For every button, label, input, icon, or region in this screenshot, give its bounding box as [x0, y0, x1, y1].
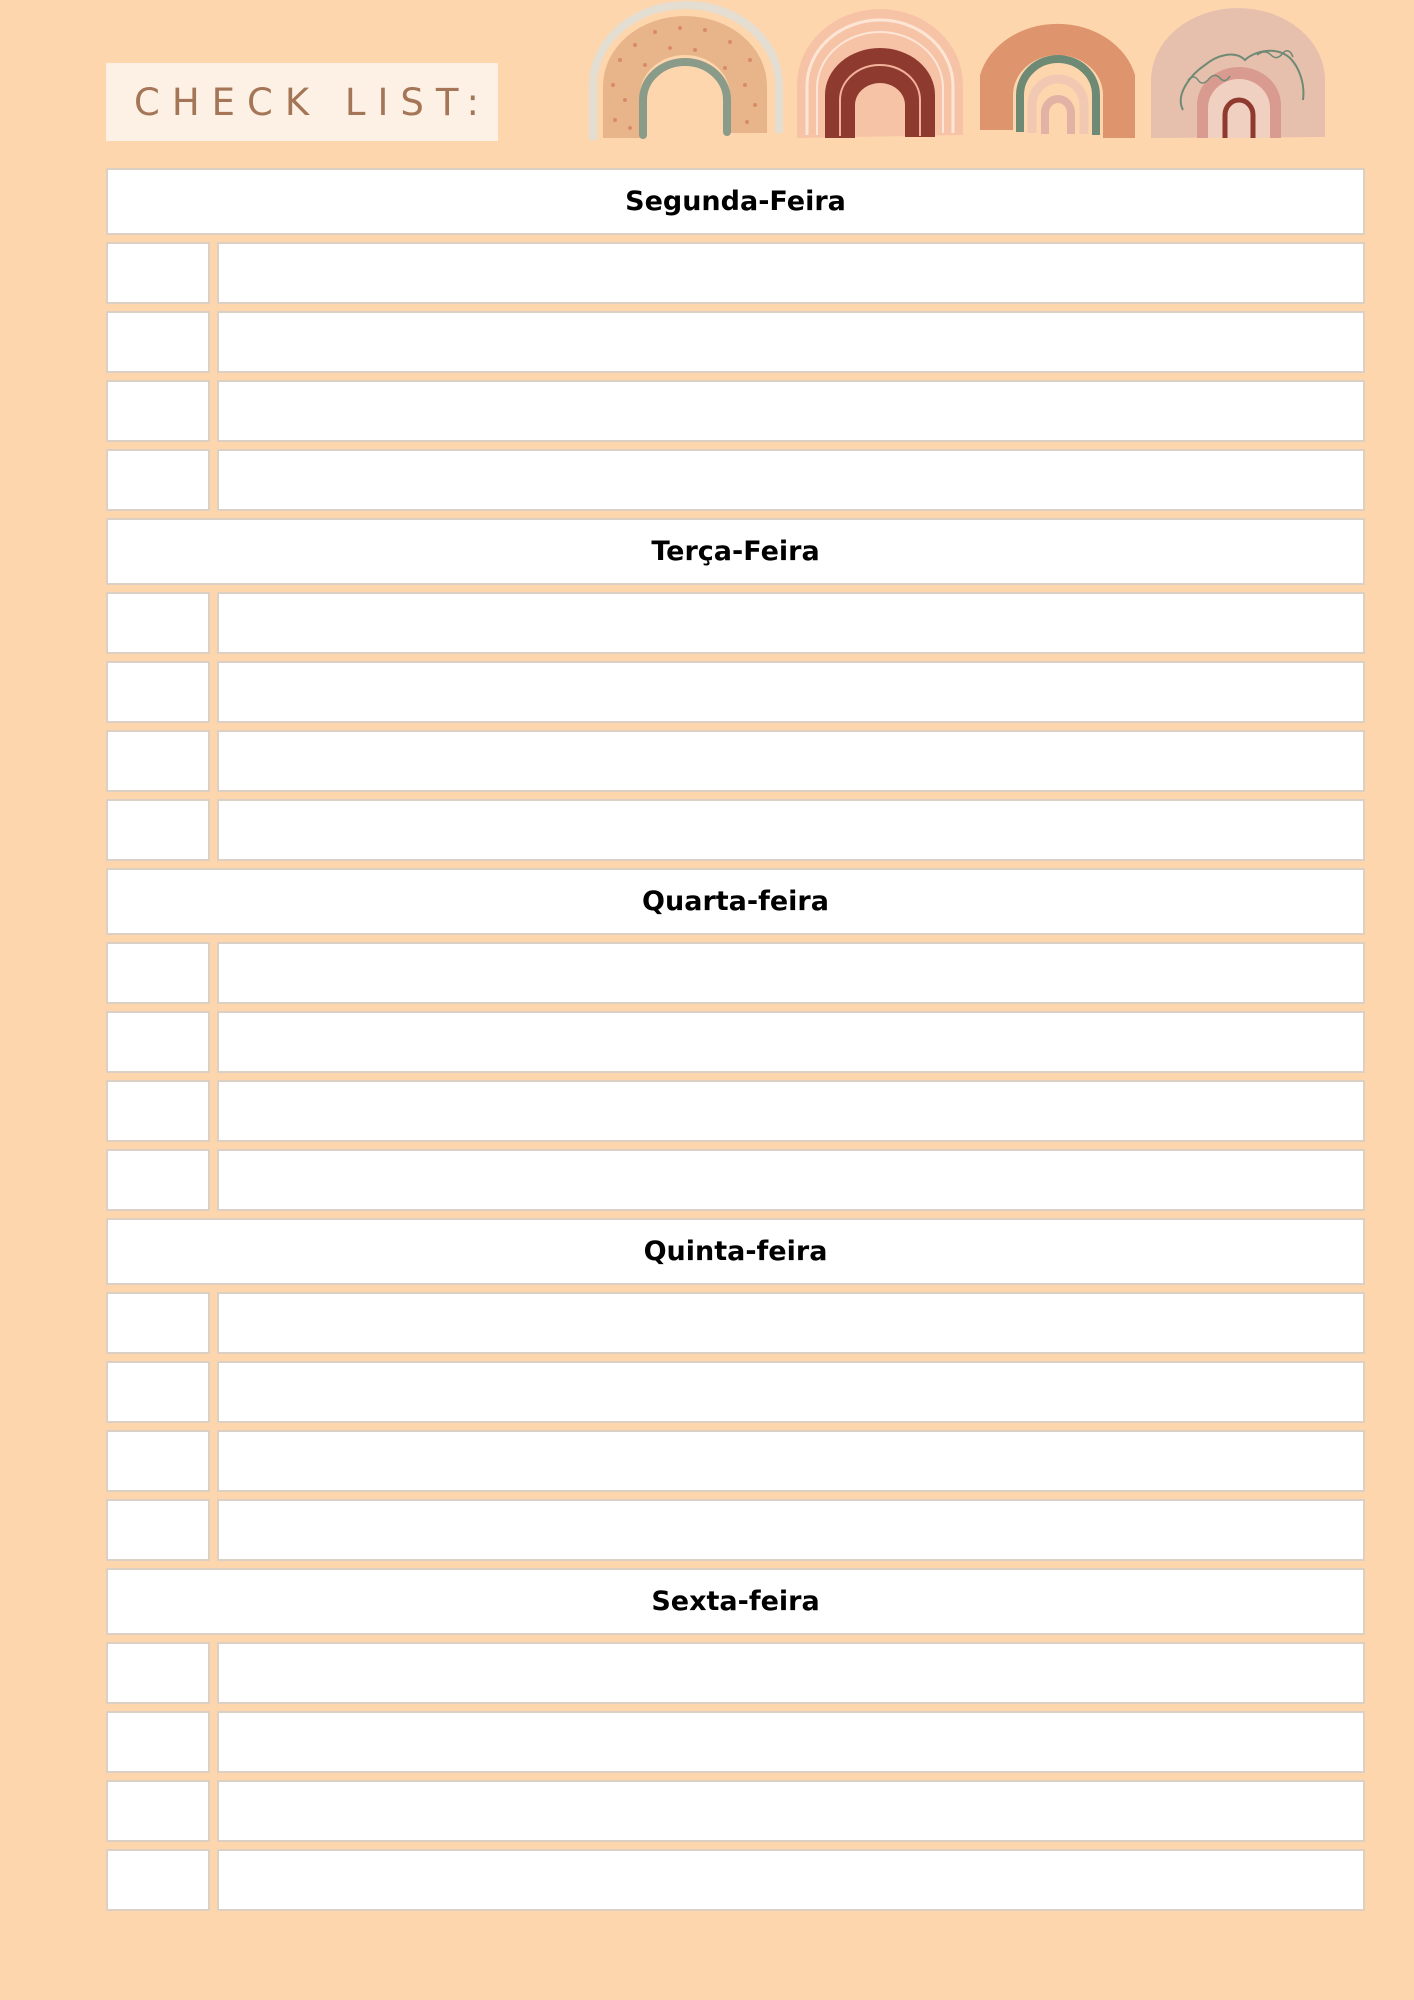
task-text-field[interactable] [217, 661, 1365, 723]
task-text-field[interactable] [217, 592, 1365, 654]
task-text-field[interactable] [217, 799, 1365, 861]
task-text-field[interactable] [217, 1292, 1365, 1354]
rainbow-terracotta-icon [980, 24, 1135, 138]
task-text-field[interactable] [217, 1711, 1365, 1773]
task-checkbox[interactable] [106, 799, 210, 861]
task-row [106, 311, 1365, 373]
task-text-field[interactable] [217, 1849, 1365, 1911]
day-header [106, 1218, 1365, 1285]
task-text-field[interactable] [217, 311, 1365, 373]
task-row [106, 380, 1365, 442]
task-text-field[interactable] [217, 1149, 1365, 1211]
task-row [106, 242, 1365, 304]
task-checkbox[interactable] [106, 1780, 210, 1842]
day-section-quinta [106, 1218, 1365, 1561]
rainbow-decoration [585, 0, 1335, 145]
task-text-field[interactable] [217, 242, 1365, 304]
task-row [106, 1430, 1365, 1492]
day-label: Sexta-feira [651, 1586, 820, 1617]
task-row [106, 799, 1365, 861]
task-row [106, 1080, 1365, 1142]
day-section-quarta [106, 868, 1365, 1211]
task-checkbox[interactable] [106, 449, 210, 511]
task-row [106, 1499, 1365, 1561]
day-label: Segunda-Feira [625, 186, 846, 217]
task-row [106, 449, 1365, 511]
task-checkbox[interactable] [106, 1642, 210, 1704]
task-row [106, 1292, 1365, 1354]
task-checkbox[interactable] [106, 311, 210, 373]
task-checkbox[interactable] [106, 1499, 210, 1561]
day-section-sexta [106, 1568, 1365, 1911]
task-row [106, 1780, 1365, 1842]
task-text-field[interactable] [217, 942, 1365, 1004]
task-checkbox[interactable] [106, 730, 210, 792]
day-section-segunda [106, 168, 1365, 511]
day-header [106, 1568, 1365, 1635]
rainbow-red-icon [797, 9, 963, 138]
task-text-field[interactable] [217, 1780, 1365, 1842]
task-row [106, 1149, 1365, 1211]
rainbow-carpe-diem-icon [1151, 8, 1325, 138]
task-text-field[interactable] [217, 449, 1365, 511]
task-checkbox[interactable] [106, 1080, 210, 1142]
task-checkbox[interactable] [106, 1292, 210, 1354]
task-row [106, 1011, 1365, 1073]
checklist-sheet [106, 168, 1365, 1918]
task-text-field[interactable] [217, 1642, 1365, 1704]
task-row [106, 730, 1365, 792]
day-label: Quinta-feira [643, 1236, 828, 1267]
title-box [106, 63, 498, 141]
day-label: Quarta-feira [642, 886, 829, 917]
task-text-field[interactable] [217, 1080, 1365, 1142]
page-title: CHECK LIST: [134, 80, 491, 124]
day-label: Terça-Feira [651, 536, 820, 567]
task-row [106, 942, 1365, 1004]
day-header [106, 518, 1365, 585]
task-checkbox[interactable] [106, 661, 210, 723]
task-row [106, 1642, 1365, 1704]
task-checkbox[interactable] [106, 242, 210, 304]
task-row [106, 1711, 1365, 1773]
task-checkbox[interactable] [106, 1361, 210, 1423]
task-row [106, 1361, 1365, 1423]
task-checkbox[interactable] [106, 1149, 210, 1211]
task-row [106, 1849, 1365, 1911]
task-checkbox[interactable] [106, 942, 210, 1004]
task-checkbox[interactable] [106, 1011, 210, 1073]
task-text-field[interactable] [217, 1430, 1365, 1492]
task-checkbox[interactable] [106, 1430, 210, 1492]
task-text-field[interactable] [217, 1011, 1365, 1073]
task-checkbox[interactable] [106, 1711, 210, 1773]
task-checkbox[interactable] [106, 592, 210, 654]
day-header [106, 868, 1365, 935]
day-header [106, 168, 1365, 235]
task-text-field[interactable] [217, 1361, 1365, 1423]
day-section-terca [106, 518, 1365, 861]
task-checkbox[interactable] [106, 380, 210, 442]
task-text-field[interactable] [217, 380, 1365, 442]
task-text-field[interactable] [217, 1499, 1365, 1561]
task-checkbox[interactable] [106, 1849, 210, 1911]
task-row [106, 592, 1365, 654]
task-text-field[interactable] [217, 730, 1365, 792]
rainbow-dotted-icon [593, 5, 779, 140]
task-row [106, 661, 1365, 723]
